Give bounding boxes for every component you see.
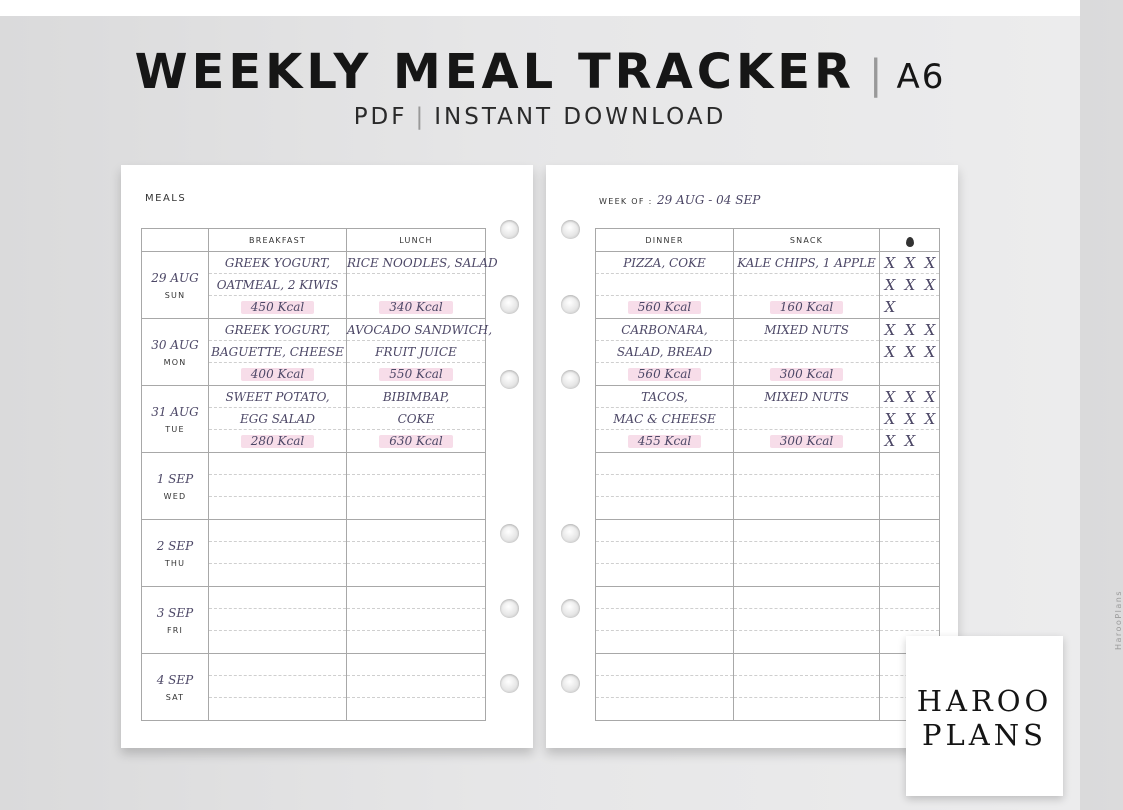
meal-line — [734, 274, 879, 296]
water-check-mark — [900, 296, 920, 318]
day-row — [596, 252, 940, 319]
meal-line: BIBIMBAP, — [347, 386, 485, 408]
kcal-value: 400 Kcal — [241, 368, 314, 381]
meal-line — [347, 564, 485, 586]
breakfast-cell — [209, 520, 347, 587]
water-check-mark — [880, 676, 900, 698]
water-check-mark — [880, 542, 900, 564]
meal-line — [596, 542, 733, 564]
week-of-label: WEEK OF : — [599, 197, 653, 206]
water-row — [880, 408, 939, 430]
meal-line — [734, 453, 879, 475]
day-date: 2 SEP — [156, 538, 194, 553]
water-check-mark — [880, 475, 900, 497]
meal-line — [734, 609, 879, 631]
water-check-mark — [920, 497, 940, 519]
water-cell — [880, 319, 940, 386]
water-check-mark: X — [884, 410, 896, 428]
water-row — [880, 274, 939, 296]
binder-hole — [561, 295, 580, 314]
day-date: 29 AUG — [151, 270, 199, 285]
meal-line — [209, 497, 346, 519]
water-check-mark: X — [924, 276, 936, 294]
day-row — [142, 319, 486, 386]
kcal-line — [209, 363, 346, 385]
meal-line — [347, 520, 485, 542]
water-check-mark: X — [904, 432, 916, 450]
meal-line — [596, 676, 733, 698]
day-date: 4 SEP — [156, 672, 194, 687]
watermark: HarooPlans — [1114, 589, 1123, 650]
water-row — [880, 453, 939, 475]
kcal-line — [347, 430, 485, 452]
meal-line: EGG SALAD — [209, 408, 346, 430]
water-check-mark: X — [884, 276, 896, 294]
week-of-value: 29 AUG - 04 SEP — [657, 193, 761, 207]
day-row — [596, 453, 940, 520]
meal-line: CARBONARA, — [596, 319, 733, 341]
day-row — [596, 319, 940, 386]
water-row — [880, 296, 939, 318]
kcal-value: 455 Kcal — [628, 435, 701, 448]
water-check-mark: X — [924, 321, 936, 339]
table-header-row — [596, 229, 940, 252]
water-check-mark — [900, 453, 920, 475]
header-snack: SNACK — [734, 229, 880, 252]
water-check-mark — [900, 520, 920, 542]
day-name: MON — [163, 357, 187, 367]
water-cell — [880, 386, 940, 453]
water-row — [880, 564, 939, 586]
meal-line — [347, 274, 485, 296]
breakfast-cell — [209, 587, 347, 654]
day-date: 3 SEP — [156, 605, 194, 620]
meal-line — [596, 698, 733, 720]
dinner-cell — [596, 654, 734, 721]
water-check-mark: X — [884, 388, 896, 406]
binder-hole — [500, 674, 519, 693]
snack-cell — [734, 319, 880, 386]
main-heading — [0, 44, 1080, 100]
kcal-line — [347, 296, 485, 318]
day-name: SUN — [164, 290, 186, 300]
day-row — [596, 520, 940, 587]
breakfast-cell — [209, 654, 347, 721]
meal-line — [209, 609, 346, 631]
water-check-mark: X — [904, 276, 916, 294]
water-check-mark — [920, 363, 940, 385]
meal-table-right — [595, 228, 940, 721]
water-row — [880, 252, 939, 274]
meal-line: GREEK YOGURT, — [209, 252, 346, 274]
kcal-value: 560 Kcal — [628, 301, 701, 314]
meal-line — [734, 408, 879, 430]
day-date: 31 AUG — [151, 404, 199, 419]
dinner-cell — [596, 386, 734, 453]
meals-title: MEALS — [145, 193, 187, 204]
lunch-cell — [347, 386, 486, 453]
water-check-mark — [880, 497, 900, 519]
water-row — [880, 497, 939, 519]
meal-line: GREEK YOGURT, — [209, 319, 346, 341]
meal-line: MAC & CHEESE — [596, 408, 733, 430]
meal-line — [596, 453, 733, 475]
meal-line — [209, 564, 346, 586]
meal-line — [209, 587, 346, 609]
water-row — [880, 386, 939, 408]
top-band — [0, 0, 1080, 16]
meal-line — [734, 587, 879, 609]
lunch-cell — [347, 319, 493, 386]
water-check-mark: X — [884, 254, 896, 272]
water-check-mark — [880, 453, 900, 475]
kcal-value: 630 Kcal — [379, 435, 452, 448]
day-row — [142, 520, 486, 587]
water-check-mark: X — [924, 388, 936, 406]
right-planner-page — [546, 165, 1123, 748]
day-row — [596, 587, 940, 654]
lunch-cell — [347, 654, 486, 721]
water-check-mark — [880, 363, 900, 385]
meal-line — [596, 609, 733, 631]
water-check-mark: X — [904, 410, 916, 428]
day-name: TUE — [165, 424, 185, 434]
day-date: 30 AUG — [151, 337, 199, 352]
kcal-value: 280 Kcal — [241, 435, 314, 448]
kcal-value: 550 Kcal — [379, 368, 452, 381]
water-check-mark: X — [884, 343, 896, 361]
meal-line — [347, 497, 485, 519]
meal-line: SWEET POTATO, — [209, 386, 346, 408]
meal-line: KALE CHIPS, 1 APPLE — [734, 252, 879, 274]
page-title: WEEKLY MEAL TRACKER — [134, 44, 855, 100]
binder-hole — [500, 370, 519, 389]
kcal-line — [734, 363, 879, 385]
header-breakfast: BREAKFAST — [209, 229, 347, 252]
day-row — [596, 654, 940, 721]
header-day-cell — [142, 229, 209, 252]
binder-hole — [500, 295, 519, 314]
day-cell — [142, 319, 209, 386]
kcal-value: 450 Kcal — [241, 301, 314, 314]
subtitle-separator: | — [415, 104, 427, 130]
water-check-mark — [900, 497, 920, 519]
day-name: THU — [164, 558, 186, 568]
water-check-mark — [920, 587, 940, 609]
meal-line: FRUIT JUICE — [347, 341, 485, 363]
water-row — [880, 587, 939, 609]
water-check-mark — [920, 475, 940, 497]
table-header-row — [142, 229, 486, 252]
lunch-cell — [347, 520, 486, 587]
header-dinner: DINNER — [596, 229, 734, 252]
water-check-mark: X — [924, 410, 936, 428]
meal-line: TACOS, — [596, 386, 733, 408]
water-cell — [880, 453, 940, 520]
binder-hole — [561, 220, 580, 239]
meal-table-left — [141, 228, 498, 721]
meal-line — [209, 453, 346, 475]
lunch-cell — [347, 587, 486, 654]
water-check-mark — [920, 296, 940, 318]
water-check-mark — [920, 542, 940, 564]
meal-line — [734, 542, 879, 564]
water-check-mark — [880, 587, 900, 609]
logo-line-2: PLANS — [922, 718, 1047, 752]
water-cell — [880, 520, 940, 587]
meal-line: OATMEAL, 2 KIWIS — [209, 274, 346, 296]
binder-hole — [500, 220, 519, 239]
meal-line: COKE — [347, 408, 485, 430]
water-check-mark: X — [924, 343, 936, 361]
kcal-line — [596, 430, 733, 452]
kcal-value: 560 Kcal — [628, 368, 701, 381]
water-check-mark — [880, 609, 900, 631]
snack-cell — [734, 654, 880, 721]
water-row — [880, 520, 939, 542]
day-cell — [142, 386, 209, 453]
dinner-cell — [596, 252, 734, 319]
water-check-mark — [900, 587, 920, 609]
day-row — [596, 386, 940, 453]
water-check-mark — [920, 430, 940, 452]
dinner-cell — [596, 520, 734, 587]
water-row — [880, 319, 939, 341]
water-check-mark — [880, 631, 900, 653]
binder-hole — [500, 524, 519, 543]
meal-line: BAGUETTE, CHEESE — [209, 341, 346, 363]
meal-line — [209, 520, 346, 542]
meal-line — [209, 475, 346, 497]
meal-line: SALAD, BREAD — [596, 341, 733, 363]
meal-line — [347, 609, 485, 631]
meal-line — [596, 587, 733, 609]
day-row — [142, 587, 486, 654]
meal-line — [347, 453, 485, 475]
meal-line: MIXED NUTS — [734, 386, 879, 408]
lunch-cell — [347, 252, 498, 319]
water-cell — [880, 252, 940, 319]
water-grid — [880, 520, 939, 586]
binder-hole — [561, 370, 580, 389]
water-check-mark — [880, 654, 900, 676]
day-row — [142, 386, 486, 453]
water-grid — [880, 252, 939, 318]
breakfast-cell — [209, 453, 347, 520]
kcal-line — [596, 296, 733, 318]
day-cell — [142, 453, 209, 520]
kcal-value: 300 Kcal — [770, 368, 843, 381]
water-check-mark: X — [904, 388, 916, 406]
kcal-line — [209, 430, 346, 452]
breakfast-cell — [209, 252, 347, 319]
kcal-line — [209, 296, 346, 318]
water-row — [880, 363, 939, 385]
water-check-mark — [900, 475, 920, 497]
water-check-mark: X — [884, 432, 896, 450]
water-check-mark — [880, 698, 900, 720]
water-check-mark: X — [904, 254, 916, 272]
water-check-mark — [900, 609, 920, 631]
binder-hole — [561, 674, 580, 693]
water-grid — [880, 386, 939, 452]
water-check-mark: X — [924, 254, 936, 272]
meal-line — [596, 520, 733, 542]
water-check-mark: X — [884, 298, 896, 316]
breakfast-cell — [209, 386, 347, 453]
meal-line — [347, 698, 485, 720]
meal-line — [209, 631, 346, 653]
meal-line — [734, 564, 879, 586]
water-check-mark — [900, 363, 920, 385]
meal-line — [347, 654, 485, 676]
binder-hole — [561, 524, 580, 543]
logo-line-1: HAROO — [916, 684, 1053, 718]
title-separator: | — [868, 52, 883, 98]
dinner-cell — [596, 453, 734, 520]
water-check-mark — [880, 520, 900, 542]
meal-line — [734, 698, 879, 720]
snack-cell — [734, 252, 880, 319]
day-date: 1 SEP — [156, 471, 194, 486]
subtitle-download: INSTANT DOWNLOAD — [434, 104, 727, 130]
day-cell — [142, 654, 209, 721]
day-name: WED — [163, 491, 187, 501]
water-row — [880, 609, 939, 631]
water-check-mark: X — [884, 321, 896, 339]
meal-line: RICE NOODLES, SALAD — [347, 252, 485, 274]
water-check-mark: X — [904, 321, 916, 339]
meal-line: PIZZA, COKE — [596, 252, 733, 274]
water-row — [880, 430, 939, 452]
meal-line — [734, 475, 879, 497]
meal-line — [347, 587, 485, 609]
meal-line — [347, 475, 485, 497]
binder-hole — [500, 599, 519, 618]
water-check-mark — [920, 520, 940, 542]
day-name: SAT — [165, 692, 185, 702]
water-row — [880, 542, 939, 564]
water-check-mark — [900, 564, 920, 586]
kcal-line — [734, 296, 879, 318]
meal-line: MIXED NUTS — [734, 319, 879, 341]
meal-line — [347, 631, 485, 653]
water-grid — [880, 453, 939, 519]
water-check-mark — [920, 564, 940, 586]
kcal-line — [596, 363, 733, 385]
snack-cell — [734, 587, 880, 654]
meal-line — [209, 654, 346, 676]
kcal-line — [347, 363, 485, 385]
water-check-mark — [920, 453, 940, 475]
day-row — [142, 453, 486, 520]
kcal-value: 300 Kcal — [770, 435, 843, 448]
subtitle-format: PDF — [353, 104, 408, 130]
meal-line — [596, 274, 733, 296]
size-tag: A6 — [896, 57, 946, 97]
day-row — [142, 654, 486, 721]
lunch-cell — [347, 453, 486, 520]
kcal-value: 160 Kcal — [770, 301, 843, 314]
meal-line — [596, 631, 733, 653]
kcal-value: 340 Kcal — [379, 301, 452, 314]
water-grid — [880, 319, 939, 385]
meal-line — [734, 676, 879, 698]
meal-line — [347, 676, 485, 698]
meal-line — [596, 654, 733, 676]
meal-line — [347, 542, 485, 564]
water-drop-icon — [906, 237, 914, 247]
meal-line — [596, 564, 733, 586]
binder-hole — [561, 599, 580, 618]
meal-line — [734, 341, 879, 363]
water-check-mark: X — [904, 343, 916, 361]
kcal-line — [734, 430, 879, 452]
day-cell — [142, 587, 209, 654]
left-planner-page — [121, 165, 533, 748]
header-water — [880, 229, 940, 252]
water-row — [880, 341, 939, 363]
water-row — [880, 475, 939, 497]
meal-line — [734, 631, 879, 653]
day-cell — [142, 520, 209, 587]
day-name: FRI — [166, 625, 184, 635]
header-lunch: LUNCH — [347, 229, 486, 252]
water-check-mark — [920, 609, 940, 631]
dinner-cell — [596, 587, 734, 654]
breakfast-cell — [209, 319, 347, 386]
meal-line — [734, 654, 879, 676]
snack-cell — [734, 520, 880, 587]
meal-line: AVOCADO SANDWICH, — [347, 319, 485, 341]
subtitle — [0, 104, 1080, 130]
meal-line — [209, 676, 346, 698]
water-check-mark — [900, 542, 920, 564]
meal-line — [209, 698, 346, 720]
snack-cell — [734, 453, 880, 520]
snack-cell — [734, 386, 880, 453]
meal-line — [209, 542, 346, 564]
brand-logo — [906, 636, 1063, 796]
dinner-cell — [596, 319, 734, 386]
meal-line — [734, 497, 879, 519]
day-cell — [142, 252, 209, 319]
water-check-mark — [880, 564, 900, 586]
meal-line — [734, 520, 879, 542]
meal-line — [596, 475, 733, 497]
meal-line — [596, 497, 733, 519]
day-row — [142, 252, 486, 319]
